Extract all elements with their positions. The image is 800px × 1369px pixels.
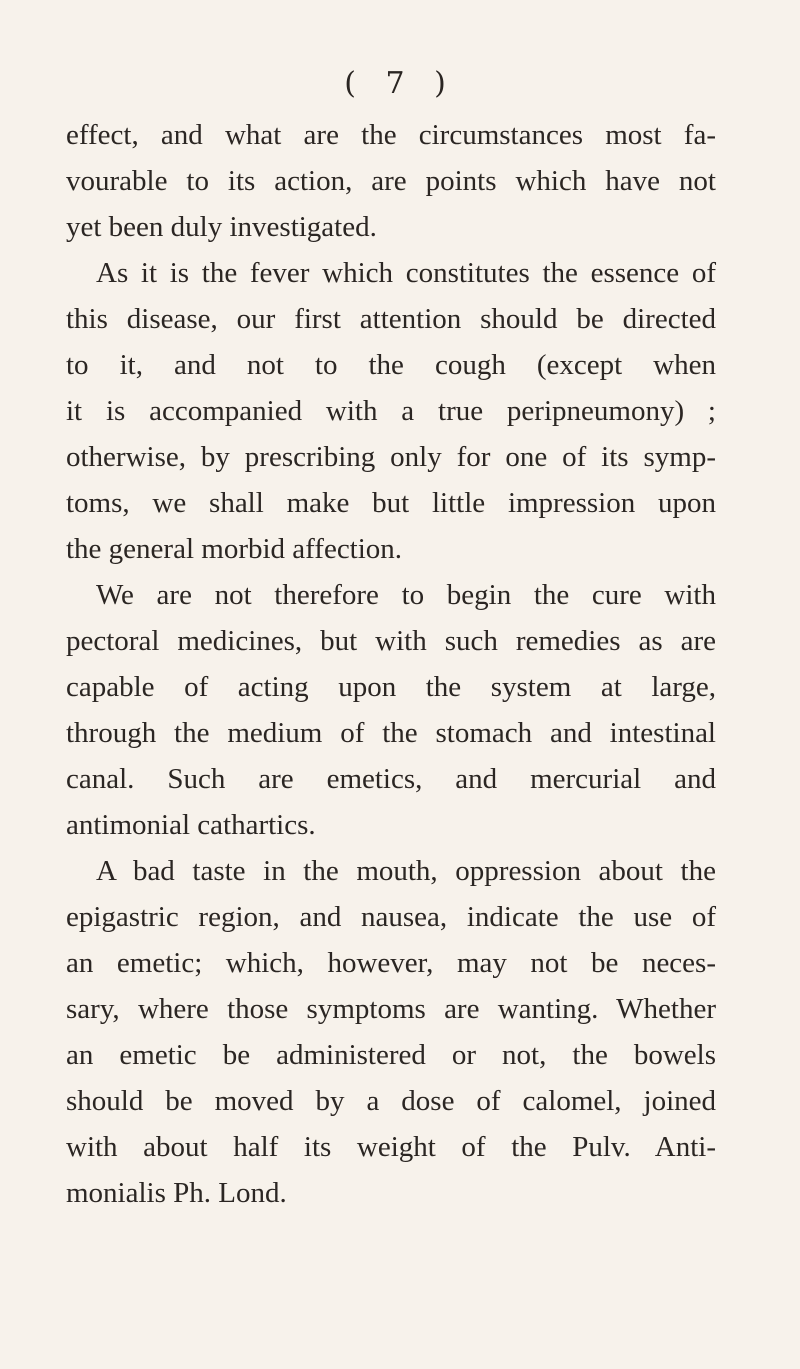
text-line: A bad taste in the mouth, oppression about the (96, 855, 716, 887)
text-line: the general morbid affection. (66, 533, 403, 565)
text-line: yet been duly investigated. (66, 211, 377, 243)
text-line: an emetic be administered or not, the bowels (66, 1039, 716, 1071)
text-line: this disease, our first attention should be directed (66, 303, 716, 335)
text-line: otherwise, by prescribing only for one of its symp- (66, 441, 716, 473)
text-line: antimonial cathartics. (66, 809, 316, 841)
text-line: effect, and what are the circumstances most fa- (66, 119, 716, 151)
text-line: an emetic; which, however, may not be neces- (66, 947, 716, 979)
body-text (66, 112, 716, 1216)
text-line: We are not therefore to begin the cure with (96, 579, 716, 611)
text-line: to it, and not to the cough (except when (66, 349, 716, 381)
text-line: with about half its weight of the Pulv. Anti- (66, 1131, 716, 1163)
page-number: ( 7 ) (344, 66, 456, 101)
text-line: epigastric region, and nausea, indicate the use of (66, 901, 716, 933)
text-line: through the medium of the stomach and intestinal (66, 717, 716, 749)
text-line: vourable to its action, are points which have not (66, 165, 716, 197)
text-line: As it is the fever which constitutes the essence of (96, 257, 716, 289)
text-line: pectoral medicines, but with such remedies as are (66, 625, 716, 657)
text-line: sary, where those symptoms are wanting. Whether (66, 993, 716, 1025)
text-line: monialis Ph. Lond. (66, 1177, 287, 1209)
text-line: toms, we shall make but little impression upon (66, 487, 716, 519)
text-line: should be moved by a dose of calomel, joined (66, 1085, 716, 1117)
text-line: canal. Such are emetics, and mercurial and (66, 763, 716, 795)
text-line: it is accompanied with a true peripneumony) ; (66, 395, 716, 427)
text-line: capable of acting upon the system at large, (66, 671, 716, 703)
